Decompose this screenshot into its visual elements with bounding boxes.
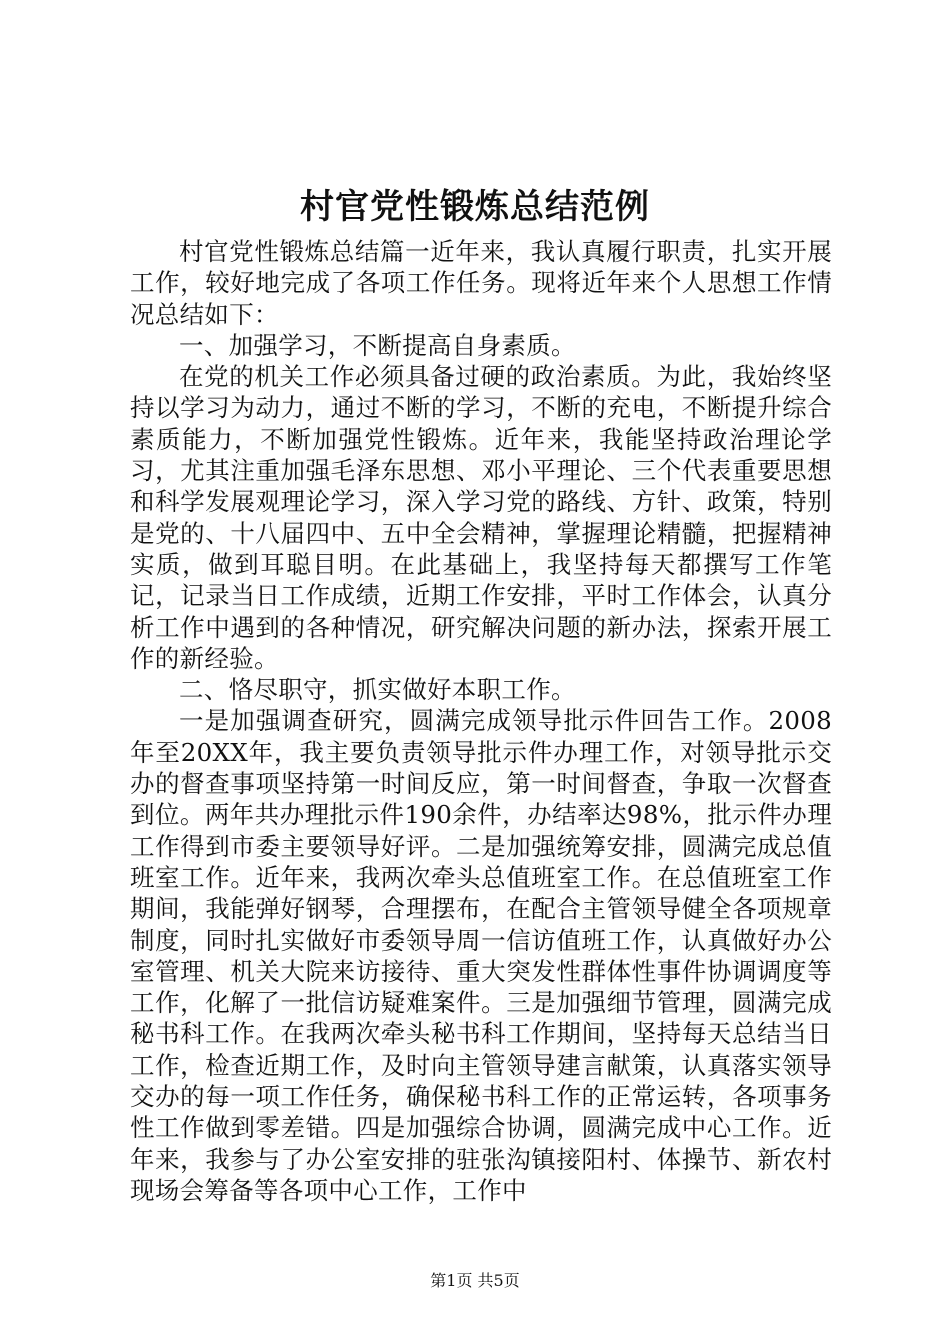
paragraph-study: 在党的机关工作必须具备过硬的政治素质。为此，我始终坚持以学习为动力，通过不断的学习，不断的充电，不断提升综合素质能力，不断加强党性锻炼。近年来，我能坚持政治理论学习，尤其注重加强毛泽东思想、邓小平理论、三个代表重要思想和科学发展观理论学习，深入学习党的路线、方针、政策，特别是党的、十八届四中、五中全会精神，掌握理论精髓，把握精神实质，做到耳聪目明。在此基础上，我坚持每天都撰写工作笔记，记录当日工作成绩，近期工作安排，平时工作体会，认真分析工作中遇到的各种情况，研究解决问题的新办法，探索开展工作的新经验。 bbox=[130, 362, 832, 673]
paragraph-intro: 村官党性锻炼总结篇一近年来，我认真履行职责，扎实开展工作，较好地完成了各项工作任务。现将近年来个人思想工作情况总结如下： bbox=[130, 237, 832, 329]
document-title: 村官党性锻炼总结范例 bbox=[300, 187, 650, 227]
paragraph-duties: 一是加强调查研究，圆满完成领导批示件回告工作。2008年至20XX年，我主要负责领导批示件办理工作，对领导批示交办的督查事项坚持第一时间反应，第一时间督查，争取一次督查到位。两年共办理批示件190余件，办结率达98%，批示件办理工作得到市委主要领导好评。二是加强统筹安排，圆满完成总值班室工作。近年来，我两次牵头总值班室工作。在总值班室工作期间，我能弹好钢琴，合理摆布，在配合主管领导健全各项规章制度，同时扎实做好市委领导周一信访值班工作，认真做好办公室管理、机关大院来访接待、重大突发性群体性事件协调调度等工作，化解了一批信访疑难案件。三是加强细节管理，圆满完成秘书科工作。在我两次牵头秘书科工作期间，坚持每天总结当日工作，检查近期工作，及时向主管领导建言献策，认真落实领导交办的每一项工作任务，确保秘书科工作的正常运转，各项事务性工作做到零差错。四是加强综合协调，圆满完成中心工作。近年来，我参与了办公室安排的驻张沟镇接阳村、体操节、新农村现场会筹备等各项中心工作，工作中 bbox=[130, 706, 832, 1205]
document-body bbox=[130, 236, 832, 1206]
section-heading-2: 二、恪尽职守，抓实做好本职工作。 bbox=[179, 675, 576, 705]
page-footer: 第1页 共5页 bbox=[430, 1271, 520, 1290]
section-heading-1: 一、加强学习，不断提高自身素质。 bbox=[179, 330, 576, 360]
